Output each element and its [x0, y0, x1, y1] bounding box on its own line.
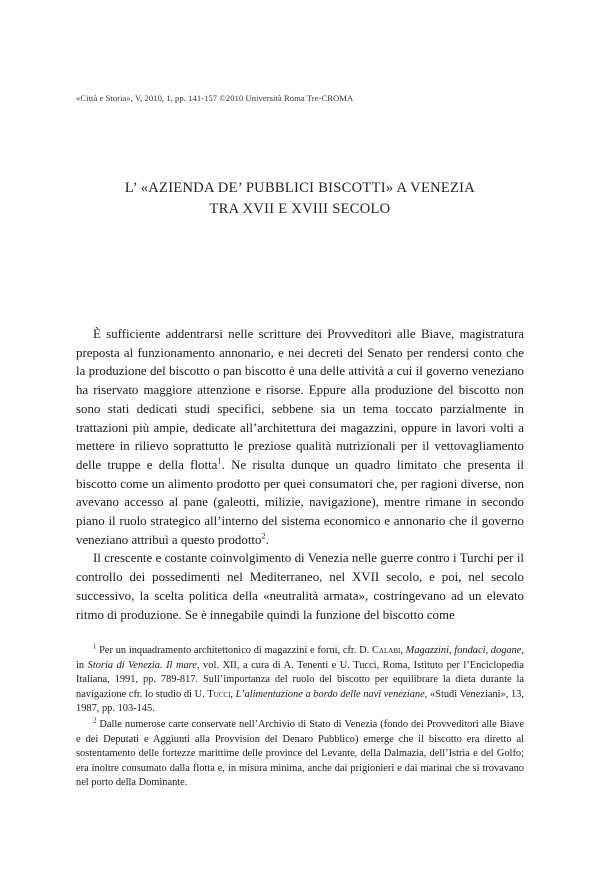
footnote-1 [76, 644, 524, 717]
body-text [76, 325, 524, 624]
footnote-1-number: 1 [93, 643, 97, 651]
footnote-1-text-e: , [230, 688, 236, 700]
paragraph-1 [76, 325, 524, 549]
paragraph-1-part-b: . Ne risulta dunque un quadro limitato che presenta il biscotto come un alimento prodotto per quei consumatori che, per ragioni diverse, non avevano accesso al pane (galeotti, milizie, navigazione), mentre rimane in secondo piano il ruolo strategico all’interno del sistema economico e annonario che il governo veneziano attribuì a questo prodotto [76, 457, 524, 547]
footnote-1-author-calabi: Calabi [372, 645, 401, 656]
footnote-1-text-b: , [400, 645, 406, 656]
footnote-1-title-magazzini: Magazzini, fondaci, dogane [405, 645, 522, 656]
footnote-1-title-alimentazione: L’alimentazione a bordo delle navi veneziane [235, 688, 425, 700]
article-title [76, 178, 524, 220]
footnote-1-text-d: , vol. XII, a cura di A. Tenenti e U. Tucci, Roma, Istituto per l’Enciclopedia Italiana, 1991, pp. 789-817. Sull’importanza del ruolo del biscotto per equilibrare la dieta durante la navigazione cfr. lo studio di U. [76, 659, 524, 700]
footnote-2 [76, 718, 524, 791]
paragraph-1-part-a: È sufficiente addentrarsi nelle scritture dei Provveditori alle Biave, magistratura preposta al funzionamento annonario, e nei decreti del Senato per rendersi conto che la produzione del biscotto o pan biscotto è una delle attività a cui il governo veneziano ha riservato maggiore attenzione e risorse. Eppure alla produzione del biscotto non sono stati dedicati studi specifici, sebbene sia un tema toccato parzialmente in trattazioni più ampie, dedicate all’architettura dei magazzini, oppure in lavori volti a mettere in rilievo soprattutto le preziose qualità nutrizionali per il vettovagliamento delle truppe e della flotta [76, 327, 524, 472]
footnote-2-text: Dalle numerose carte conservate nell’Archivio di Stato di Venezia (fondo dei Provveditori alle Biave e dei Deputati e Aggiunti alla Provvision del Denaro Pubblico) emerge che il biscotto era diretto al sostentamento delle fortezze marittime delle province del Levante, della Dalmazia, dell’Istria e del Golfo; era inoltre consumato dalla flotta e, in misura minima, anche dai prigionieri e dai marinai che si trovavano nel porto della Dominante. [76, 718, 524, 789]
footnote-1-text-c: , in [76, 645, 524, 671]
paragraph-1-part-c: . [265, 532, 269, 547]
article-title-line-1: L’ «AZIENDA DE’ PUBBLICI BISCOTTI» A VENEZIA [124, 180, 476, 196]
footnote-1-text-a: Per un inquadramento architettonico di magazzini e forni, cfr. D. [96, 645, 372, 656]
footnote-ref-1[interactable]: 1 [217, 456, 222, 466]
running-head: «Città e Storia», V, 2010, 1, pp. 141-157 ©2010 Università Roma Tre-CROMA [76, 93, 354, 103]
article-title-line-2: TRA XVII E XVIII SECOLO [209, 201, 391, 217]
paragraph-2: Il crescente e costante coinvolgimento di Venezia nelle guerre contro i Turchi per il controllo dei possedimenti nel Mediterraneo, nel XVII secolo, e poi, nel secolo successivo, la scelta politica della «neutralità armata», costringevano ad un elevato ritmo di produzione. Se è innegabile quindi la funzione del biscotto come [76, 551, 524, 622]
footnotes [76, 644, 524, 792]
footnote-1-title-storia: Storia di Venezia. Il mare [87, 659, 197, 671]
footnote-ref-2[interactable]: 2 [261, 531, 266, 541]
footnote-2-number: 2 [93, 717, 97, 725]
footnote-1-author-tucci: Tucci [207, 688, 231, 700]
footnote-1-text-f: , «Studi Veneziani», 13, 1987, pp. 103-145. [76, 688, 524, 715]
